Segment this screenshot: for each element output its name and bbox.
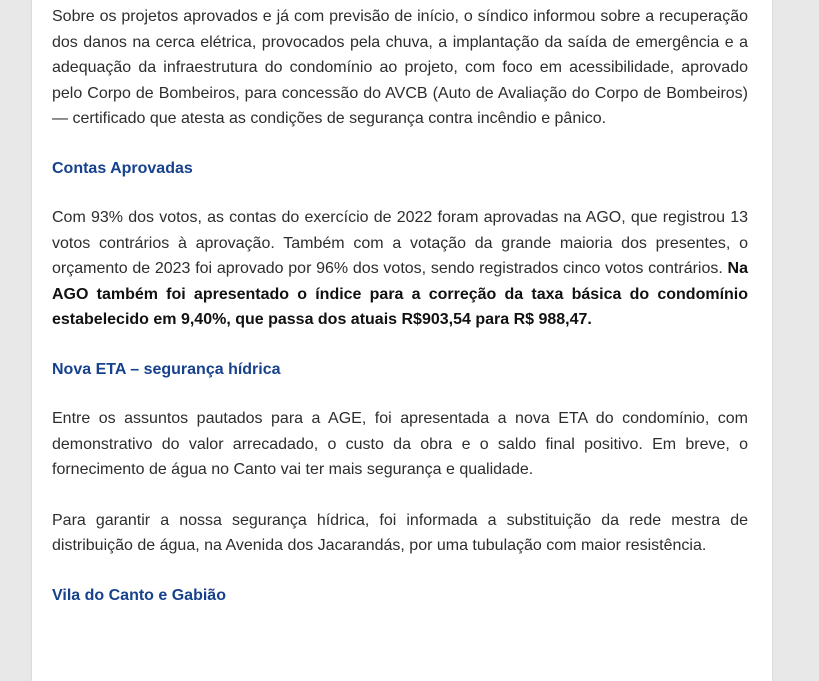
paragraph-contas xyxy=(52,205,748,333)
heading-contas-aprovadas: Contas Aprovadas xyxy=(52,159,193,177)
paragraph-seguranca-hidrica: Para garantir a nossa segurança hídrica, foi informada a substituição da rede mestra de distribuição de água, na Avenida dos Jacarandás, por uma tubulação com maior resistência. xyxy=(52,511,748,554)
paragraph-eta: Entre os assuntos pautados para a AGE, foi apresentada a nova ETA do condomínio, com demonstrativo do valor arrecadado, o custo da obra e o saldo final positivo. Em breve, o fornecimento de água no Canto vai ter mais segurança e qualidade. xyxy=(52,410,748,478)
heading-nova-eta: Nova ETA – segurança hídrica xyxy=(52,360,281,378)
heading-vila-do-canto: Vila do Canto e Gabião xyxy=(52,586,226,604)
article-card xyxy=(32,0,772,681)
article-body xyxy=(52,4,748,608)
paragraph-contas-text: Com 93% dos votos, as contas do exercício de 2022 foram aprovadas na AGO, que registrou 13 votos contrários à aprovação. Também com a votação da grande maioria dos presentes, o orçamento de 2023 foi aprovado por 96% dos votos, sendo registrados cinco votos contrários. xyxy=(52,209,748,277)
paragraph-projetos: Sobre os projetos aprovados e já com previsão de início, o síndico informou sobre a recuperação dos danos na cerca elétrica, provocados pela chuva, a implantação da saída de emergência e a adequação da infraestrutura do condomínio ao projeto, com foco em acessibilidade, aprovado pelo Corpo de Bombeiros, para concessão do AVCB (Auto de Avaliação do Corpo de Bombeiros) — certificado que atesta as condições de segurança contra incêndio e pânico. xyxy=(52,8,748,127)
paragraph-contas-highlight: Na AGO também foi apresentado o índice para a correção da taxa básica do condomínio estabelecido em 9,40%, que passa dos atuais R$903,54 para R$ 988,47. xyxy=(52,260,748,328)
